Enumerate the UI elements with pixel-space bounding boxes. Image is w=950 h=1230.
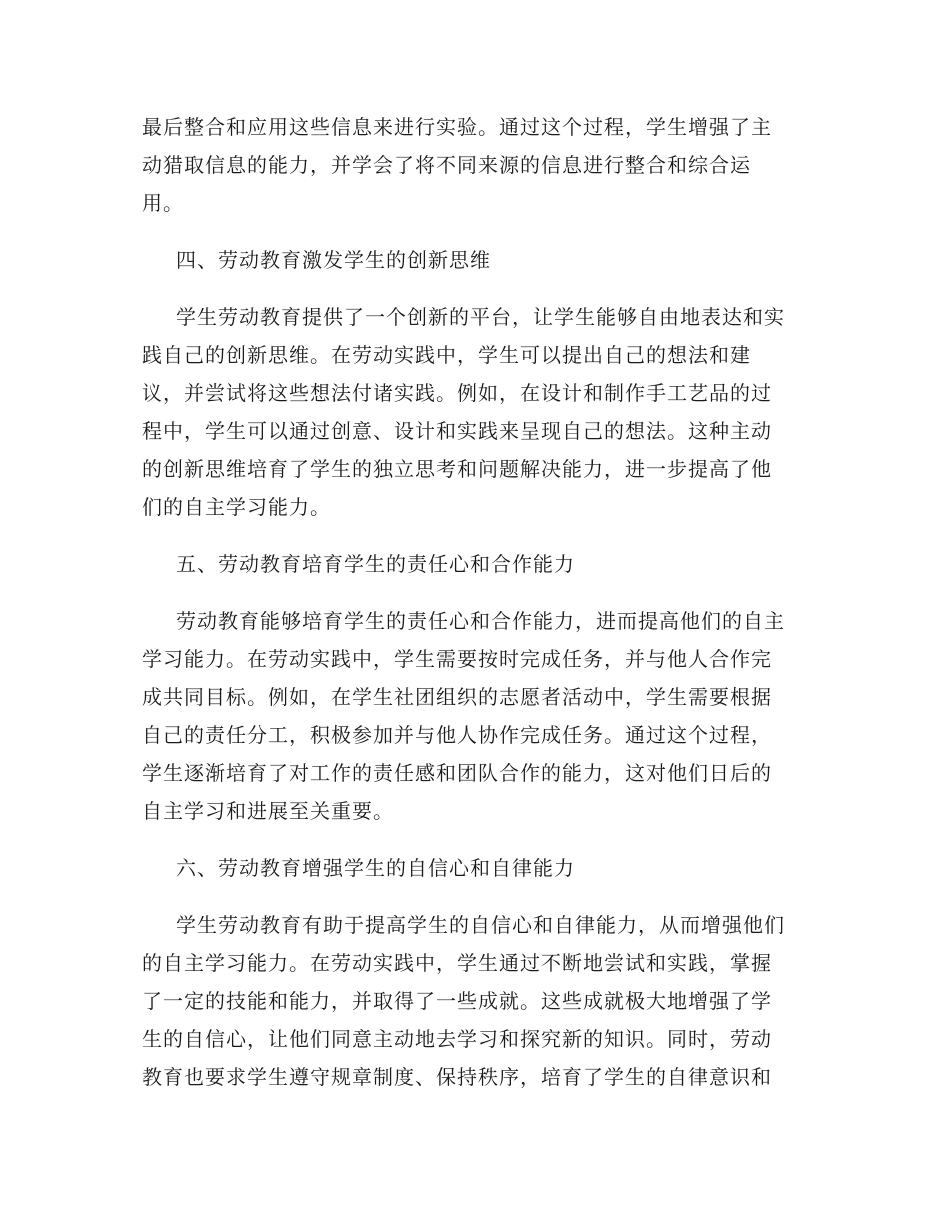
paragraph-responsibility bbox=[142, 602, 812, 830]
paragraph-confidence bbox=[142, 906, 812, 1096]
section-heading-5: 五、劳动教育培育学生的责任心和合作能力 bbox=[176, 552, 575, 576]
paragraph-line: 最后整合和应用这些信息来进行实验。通过这个过程，学生增强了主 bbox=[142, 115, 772, 139]
paragraph-line: 动猎取信息的能力，并学会了将不同来源的信息进行整合和综合运 bbox=[142, 153, 751, 177]
paragraph-line: 了一定的技能和能力，并取得了一些成就。这些成就极大地增强了学 bbox=[142, 989, 772, 1013]
paragraph-line: 践自己的创新思维。在劳动实践中，学生可以提出自己的想法和建 bbox=[142, 343, 751, 367]
paragraph-line: 学生劳动教育提供了一个创新的平台，让学生能够自由地表达和实 bbox=[176, 305, 785, 329]
paragraph-innovation bbox=[142, 298, 812, 526]
document-body bbox=[142, 108, 812, 1115]
paragraph-line: 教育也要求学生遵守规章制度、保持秩序，培育了学生的自律意识和 bbox=[142, 1065, 772, 1089]
paragraph-line: 学生劳动教育有助于提高学生的自信心和自律能力，从而增强他们 bbox=[176, 913, 785, 937]
paragraph-line: 学习能力。在劳动实践中，学生需要按时完成任务，并与他人合作完 bbox=[142, 647, 772, 671]
paragraph-line: 生的自信心，让他们同意主动地去学习和探究新的知识。同时，劳动 bbox=[142, 1027, 772, 1051]
paragraph-line: 的创新思维培育了学生的独立思考和问题解决能力，进一步提高了他 bbox=[142, 457, 772, 481]
paragraph-line: 程中，学生可以通过创意、设计和实践来呈现自己的想法。这种主动 bbox=[142, 419, 772, 443]
section-heading-4: 四、劳动教育激发学生的创新思维 bbox=[176, 248, 491, 272]
paragraph-line: 自己的责任分工，积极参加并与他人协作完成任务。通过这个过程， bbox=[142, 723, 772, 747]
paragraph-line: 学生逐渐培育了对工作的责任感和团队合作的能力，这对他们日后的 bbox=[142, 761, 772, 785]
paragraph-line: 自主学习和进展至关重要。 bbox=[142, 799, 394, 823]
paragraph-continued bbox=[142, 108, 812, 222]
paragraph-line: 的自主学习能力。在劳动实践中，学生通过不断地尝试和实践，掌握 bbox=[142, 951, 772, 975]
paragraph-line: 们的自主学习能力。 bbox=[142, 495, 331, 519]
paragraph-line: 议，并尝试将这些想法付诸实践。例如，在设计和制作手工艺品的过 bbox=[142, 381, 772, 405]
paragraph-line: 用。 bbox=[142, 191, 184, 215]
paragraph-line: 劳动教育能够培育学生的责任心和合作能力，进而提高他们的自主 bbox=[176, 609, 785, 633]
section-heading-6: 六、劳动教育增强学生的自信心和自律能力 bbox=[176, 856, 575, 880]
paragraph-line: 成共同目标。例如，在学生社团组织的志愿者活动中，学生需要根据 bbox=[142, 685, 772, 709]
